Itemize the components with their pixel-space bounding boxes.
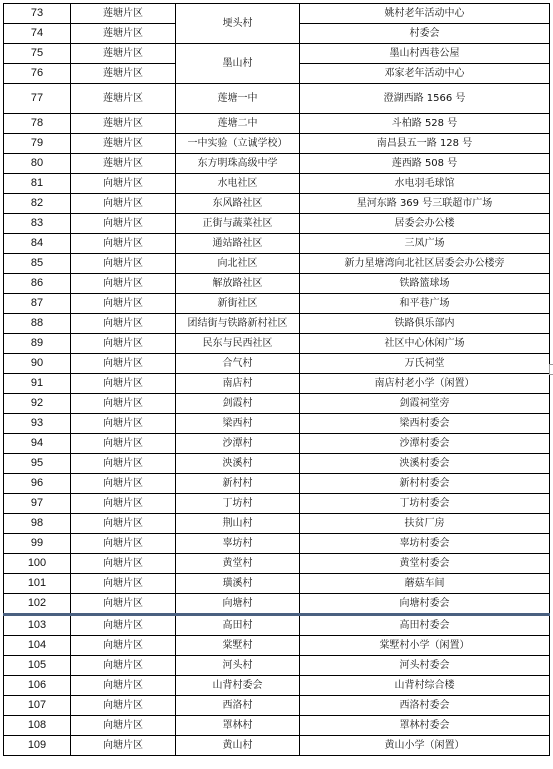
row-number: 77 — [4, 84, 71, 114]
district: 向塘片区 — [71, 615, 176, 636]
table-row — [4, 234, 550, 254]
location: 斗柏路 528 号 — [300, 114, 550, 134]
district: 向塘片区 — [71, 736, 176, 756]
district: 向塘片区 — [71, 314, 176, 334]
location: 河头村委会 — [300, 656, 550, 676]
location: 村委会 — [300, 24, 550, 44]
row-number: 74 — [4, 24, 71, 44]
table-row — [4, 454, 550, 474]
table-row — [4, 534, 550, 554]
table-row — [4, 214, 550, 234]
district: 向塘片区 — [71, 534, 176, 554]
row-number: 109 — [4, 736, 71, 756]
edge-marker — [549, 364, 553, 375]
table-row — [4, 554, 550, 574]
unit-name: 西洛村 — [176, 696, 300, 716]
location: 姚村老年活动中心 — [300, 4, 550, 24]
table-row — [4, 594, 550, 615]
unit-name: 通站路社区 — [176, 234, 300, 254]
row-number: 86 — [4, 274, 71, 294]
site-table — [3, 3, 550, 756]
unit-name: 罩林村 — [176, 716, 300, 736]
table-row — [4, 314, 550, 334]
district: 向塘片区 — [71, 514, 176, 534]
unit-name: 河头村 — [176, 656, 300, 676]
district: 向塘片区 — [71, 394, 176, 414]
table-row — [4, 154, 550, 174]
location: 和平巷广场 — [300, 294, 550, 314]
district: 向塘片区 — [71, 194, 176, 214]
district: 向塘片区 — [71, 574, 176, 594]
district: 向塘片区 — [71, 294, 176, 314]
row-number: 103 — [4, 615, 71, 636]
district: 向塘片区 — [71, 334, 176, 354]
unit-name: 东方明珠高级中学 — [176, 154, 300, 174]
location: 扶贫厂房 — [300, 514, 550, 534]
location: 剑霞祠堂旁 — [300, 394, 550, 414]
district: 向塘片区 — [71, 656, 176, 676]
row-number: 102 — [4, 594, 71, 615]
table-row — [4, 44, 550, 64]
district: 向塘片区 — [71, 434, 176, 454]
table-row — [4, 434, 550, 454]
row-number: 106 — [4, 676, 71, 696]
unit-name: 剑霞村 — [176, 394, 300, 414]
location: 丁坊村委会 — [300, 494, 550, 514]
table-row — [4, 4, 550, 24]
table-row — [4, 474, 550, 494]
unit-name: 棠墅村 — [176, 636, 300, 656]
table-row — [4, 334, 550, 354]
unit-name: 莲塘一中 — [176, 84, 300, 114]
row-number: 80 — [4, 154, 71, 174]
row-number: 107 — [4, 696, 71, 716]
table-row — [4, 676, 550, 696]
location: 向塘村委会 — [300, 594, 550, 615]
row-number: 104 — [4, 636, 71, 656]
row-number: 88 — [4, 314, 71, 334]
unit-name: 璜溪村 — [176, 574, 300, 594]
row-number: 93 — [4, 414, 71, 434]
district: 莲塘片区 — [71, 114, 176, 134]
district: 向塘片区 — [71, 254, 176, 274]
table-row — [4, 574, 550, 594]
location: 新力星塘湾向北社区居委会办公楼旁 — [300, 254, 550, 274]
row-number: 76 — [4, 64, 71, 84]
location: 澄湖西路 1566 号 — [300, 84, 550, 114]
district: 向塘片区 — [71, 554, 176, 574]
district: 莲塘片区 — [71, 154, 176, 174]
unit-name: 一中实验（立诚学校） — [176, 134, 300, 154]
table-row — [4, 636, 550, 656]
location: 黄山小学（闲置） — [300, 736, 550, 756]
unit-name: 向北社区 — [176, 254, 300, 274]
location: 山背村综合楼 — [300, 676, 550, 696]
site-table-body — [4, 4, 550, 756]
location: 铁路俱乐部内 — [300, 314, 550, 334]
location: 辜坊村委会 — [300, 534, 550, 554]
row-number: 87 — [4, 294, 71, 314]
district: 向塘片区 — [71, 594, 176, 615]
row-number: 91 — [4, 374, 71, 394]
district: 向塘片区 — [71, 494, 176, 514]
row-number: 92 — [4, 394, 71, 414]
district: 莲塘片区 — [71, 44, 176, 64]
unit-name: 埂头村 — [176, 4, 300, 44]
district: 莲塘片区 — [71, 64, 176, 84]
row-number: 89 — [4, 334, 71, 354]
location: 星河东路 369 号三联超市广场 — [300, 194, 550, 214]
district: 向塘片区 — [71, 414, 176, 434]
row-number: 75 — [4, 44, 71, 64]
row-number: 83 — [4, 214, 71, 234]
row-number: 79 — [4, 134, 71, 154]
location: 铁路篮球场 — [300, 274, 550, 294]
table-row — [4, 394, 550, 414]
location: 蘑菇车间 — [300, 574, 550, 594]
unit-name: 团结街与铁路新村社区 — [176, 314, 300, 334]
unit-name: 莲塘二中 — [176, 114, 300, 134]
unit-name: 沙潭村 — [176, 434, 300, 454]
unit-name: 民东与民西社区 — [176, 334, 300, 354]
table-row — [4, 736, 550, 756]
unit-name: 解放路社区 — [176, 274, 300, 294]
unit-name: 梁西村 — [176, 414, 300, 434]
table-row — [4, 696, 550, 716]
district: 向塘片区 — [71, 234, 176, 254]
district: 向塘片区 — [71, 274, 176, 294]
table-row — [4, 134, 550, 154]
row-number: 96 — [4, 474, 71, 494]
location: 罩林村委会 — [300, 716, 550, 736]
row-number: 85 — [4, 254, 71, 274]
row-number: 84 — [4, 234, 71, 254]
unit-name: 东风路社区 — [176, 194, 300, 214]
district: 向塘片区 — [71, 636, 176, 656]
unit-name: 墨山村 — [176, 44, 300, 84]
table-row — [4, 274, 550, 294]
location: 黄堂村委会 — [300, 554, 550, 574]
table-row — [4, 374, 550, 394]
unit-name: 山背村委会 — [176, 676, 300, 696]
table-row — [4, 494, 550, 514]
unit-name: 新街社区 — [176, 294, 300, 314]
district: 向塘片区 — [71, 676, 176, 696]
unit-name: 辜坊村 — [176, 534, 300, 554]
table-row — [4, 254, 550, 274]
row-number: 100 — [4, 554, 71, 574]
row-number: 105 — [4, 656, 71, 676]
row-number: 82 — [4, 194, 71, 214]
location: 邓家老年活动中心 — [300, 64, 550, 84]
unit-name: 向塘村 — [176, 594, 300, 615]
row-number: 101 — [4, 574, 71, 594]
table-row — [4, 414, 550, 434]
table-row — [4, 84, 550, 114]
table-row — [4, 656, 550, 676]
location: 南店村老小学（闲置） — [300, 374, 550, 394]
table-row — [4, 716, 550, 736]
row-number: 94 — [4, 434, 71, 454]
unit-name: 水电社区 — [176, 174, 300, 194]
location: 泱溪村委会 — [300, 454, 550, 474]
district: 向塘片区 — [71, 696, 176, 716]
row-number: 108 — [4, 716, 71, 736]
unit-name: 黄堂村 — [176, 554, 300, 574]
row-number: 99 — [4, 534, 71, 554]
district: 莲塘片区 — [71, 84, 176, 114]
table-row — [4, 194, 550, 214]
unit-name: 新村村 — [176, 474, 300, 494]
table-row — [4, 615, 550, 636]
district: 向塘片区 — [71, 474, 176, 494]
location: 万氏祠堂 — [300, 354, 550, 374]
row-number: 98 — [4, 514, 71, 534]
location: 沙潭村委会 — [300, 434, 550, 454]
location: 南昌县五一路 128 号 — [300, 134, 550, 154]
location: 梁西村委会 — [300, 414, 550, 434]
table-row — [4, 294, 550, 314]
location: 三凤广场 — [300, 234, 550, 254]
location: 居委会办公楼 — [300, 214, 550, 234]
unit-name: 丁坊村 — [176, 494, 300, 514]
location: 新村村委会 — [300, 474, 550, 494]
district: 向塘片区 — [71, 174, 176, 194]
unit-name: 正街与蔬菜社区 — [176, 214, 300, 234]
district: 向塘片区 — [71, 454, 176, 474]
location: 西洛村委会 — [300, 696, 550, 716]
row-number: 81 — [4, 174, 71, 194]
district: 莲塘片区 — [71, 4, 176, 24]
location: 墨山村西巷公屋 — [300, 44, 550, 64]
row-number: 95 — [4, 454, 71, 474]
location: 莲西路 508 号 — [300, 154, 550, 174]
table-row — [4, 174, 550, 194]
unit-name: 荆山村 — [176, 514, 300, 534]
table-row — [4, 514, 550, 534]
row-number: 73 — [4, 4, 71, 24]
location: 高田村委会 — [300, 615, 550, 636]
district: 向塘片区 — [71, 354, 176, 374]
row-number: 90 — [4, 354, 71, 374]
district: 向塘片区 — [71, 716, 176, 736]
district: 向塘片区 — [71, 214, 176, 234]
table-row — [4, 354, 550, 374]
district: 向塘片区 — [71, 374, 176, 394]
unit-name: 泱溪村 — [176, 454, 300, 474]
unit-name: 南店村 — [176, 374, 300, 394]
row-number: 78 — [4, 114, 71, 134]
district: 莲塘片区 — [71, 134, 176, 154]
location: 棠墅村小学（闲置） — [300, 636, 550, 656]
table-row — [4, 114, 550, 134]
location: 水电羽毛球馆 — [300, 174, 550, 194]
district: 莲塘片区 — [71, 24, 176, 44]
unit-name: 高田村 — [176, 615, 300, 636]
row-number: 97 — [4, 494, 71, 514]
unit-name: 合气村 — [176, 354, 300, 374]
location: 社区中心休闲广场 — [300, 334, 550, 354]
unit-name: 黄山村 — [176, 736, 300, 756]
